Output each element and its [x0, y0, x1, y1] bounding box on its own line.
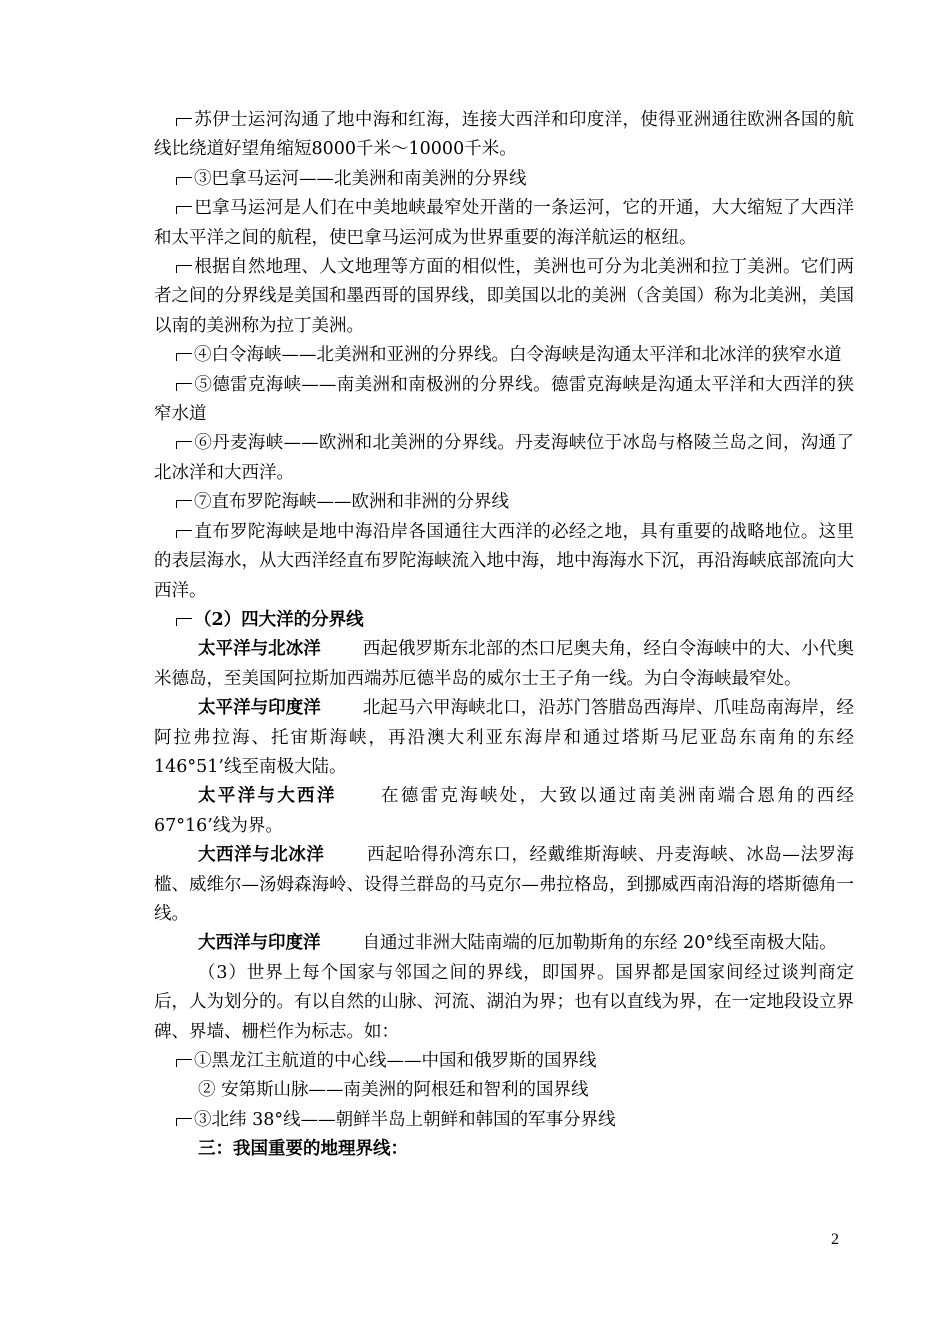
- paragraph-text: （3）世界上每个国家与邻国之间的界线，即国界。国界都是国家间经过谈判商定后，人为划分的。有以自然的山脉、河流、湖泊为界；也有以直线为界，在一定地段设立界碑、界墙、栅栏作为标志。如：: [154, 962, 854, 1042]
- paragraph-mark-icon: [176, 118, 192, 126]
- paragraph-text: ⑥丹麦海峡——欧洲和北美洲的分界线。丹麦海峡位于冰岛与格陵兰岛之间，沟通了北冰洋和大西洋。: [154, 433, 854, 483]
- paragraph-text: ⑤德雷克海峡——南美洲和南极洲的分界线。德雷克海峡是沟通太平洋和大西洋的狭窄水道: [154, 374, 854, 425]
- paragraph-mark-icon: [176, 353, 192, 361]
- section-heading-text: 三：我国重要的地理界线：: [198, 1139, 408, 1160]
- paragraph-text: ③北纬 38°线——朝鲜半岛上朝鲜和韩国的军事分界线: [194, 1109, 616, 1130]
- paragraph-text: ①黑龙江主航道的中心线——中国和俄罗斯的国界线: [194, 1051, 597, 1071]
- paragraph-mark-icon: [176, 265, 192, 273]
- paragraph-text: ⑦直布罗陀海峡——欧洲和非洲的分界线: [194, 492, 509, 513]
- section-heading: [154, 1135, 854, 1164]
- paragraph-mark-icon: [176, 530, 192, 538]
- paragraph-text: ② 安第斯山脉——南美洲的阿根廷和智利的国界线: [198, 1080, 589, 1101]
- paragraph: [154, 518, 854, 606]
- ocean-boundary-description: 在德雷克海峡处，大致以通过南美洲南端合恩角的西经 67°16’线为界。: [154, 786, 855, 836]
- ocean-boundary-item: [154, 841, 854, 929]
- ocean-boundary-term: 大西洋与北冰洋: [198, 845, 325, 866]
- paragraph: [154, 959, 854, 1047]
- paragraph-mark-icon: [176, 1118, 192, 1126]
- paragraph-text: 根据自然地理、人文地理等方面的相似性，美洲也可分为北美洲和拉丁美洲。它们两者之间的分界线是美国和墨西哥的国界线，即美国以北的美洲（含美国）称为北美洲，美国以南的美洲称为拉丁美洲。: [154, 257, 854, 336]
- paragraph: [154, 106, 854, 165]
- paragraph-mark-icon: [176, 618, 192, 626]
- paragraph: [154, 341, 854, 370]
- ocean-boundary-description: 西起哈得孙湾东口，经戴维斯海峡、丹麦海峡、冰岛—法罗海槛、威维尔—汤姆森海岭、设得兰群岛的马克尔—弗拉格岛，到挪威西南沿海的塔斯德角一线。: [154, 845, 855, 924]
- page-number: 2: [831, 1231, 839, 1248]
- paragraph-text: 苏伊士运河沟通了地中海和红海，连接大西洋和印度洋，使得亚洲通往欧洲各国的航线比绕道好望角缩短8000千米～10000千米。: [154, 110, 854, 160]
- section-heading-text: （2）四大洋的分界线: [194, 609, 364, 630]
- paragraph-mark-icon: [176, 500, 192, 508]
- ocean-boundary-term: 大西洋与印度洋: [198, 933, 321, 954]
- ocean-boundary-item: [154, 694, 854, 782]
- paragraph-text: ③巴拿马运河——北美洲和南美洲的分界线: [194, 168, 527, 189]
- page-content: [154, 106, 854, 1165]
- ocean-boundary-description: 北起马六甲海峡北口，沿苏门答腊岛西海岸、爪哇岛南海岸，经阿拉弗拉海、托宙斯海峡，再沿澳大利亚东海岸和通过塔斯马尼亚岛东南角的东经 146°51’线至南极大陆。: [154, 698, 855, 777]
- paragraph-mark-icon: [176, 1059, 192, 1067]
- paragraph: [154, 1047, 854, 1076]
- paragraph-text: ④白令海峡——北美洲和亚洲的分界线。白令海峡是沟通太平洋和北冰洋的狭窄水道: [194, 345, 842, 366]
- ocean-boundary-item: [154, 929, 854, 958]
- section-heading: [154, 606, 854, 635]
- ocean-boundary-term: 太平洋与北冰洋: [198, 639, 321, 660]
- paragraph: [154, 165, 854, 194]
- paragraph-mark-icon: [176, 383, 192, 391]
- ocean-boundary-item: [154, 635, 854, 694]
- paragraph-mark-icon: [176, 441, 192, 449]
- ocean-boundary-description: 自通过非洲大陆南端的厄加勒斯角的东经 20°线至南极大陆。: [362, 933, 837, 954]
- paragraph: [154, 194, 854, 253]
- paragraph: [154, 253, 854, 341]
- ocean-boundary-description: 西起俄罗斯东北部的杰口尼奥夫角，经白令海峡中的大、小代奥米德岛，至美国阿拉斯加西端苏厄德半岛的威尔士王子角一线。为白令海峡最窄处。: [154, 639, 855, 689]
- ocean-boundary-term: 太平洋与印度洋: [198, 698, 321, 719]
- ocean-boundary-item: [154, 782, 854, 841]
- paragraph: [154, 1106, 854, 1135]
- paragraph: [154, 1076, 854, 1105]
- paragraph-mark-icon: [176, 177, 192, 185]
- paragraph-text: 直布罗陀海峡是地中海沿岸各国通往大西洋的必经之地，具有重要的战略地位。这里的表层海水，从大西洋经直布罗陀海峡流入地中海，地中海海水下沉，再沿海峡底部流向大西洋。: [154, 521, 854, 601]
- paragraph-mark-icon: [176, 206, 192, 214]
- paragraph: [154, 488, 854, 517]
- paragraph: [154, 429, 854, 488]
- paragraph: [154, 371, 854, 430]
- paragraph-text: 巴拿马运河是人们在中美地峡最窄处开凿的一条运河，它的开通，大大缩短了大西洋和太平洋之间的航程，使巴拿马运河成为世界重要的海洋航运的枢纽。: [154, 198, 854, 248]
- ocean-boundary-term: 太平洋与大西洋: [198, 786, 337, 807]
